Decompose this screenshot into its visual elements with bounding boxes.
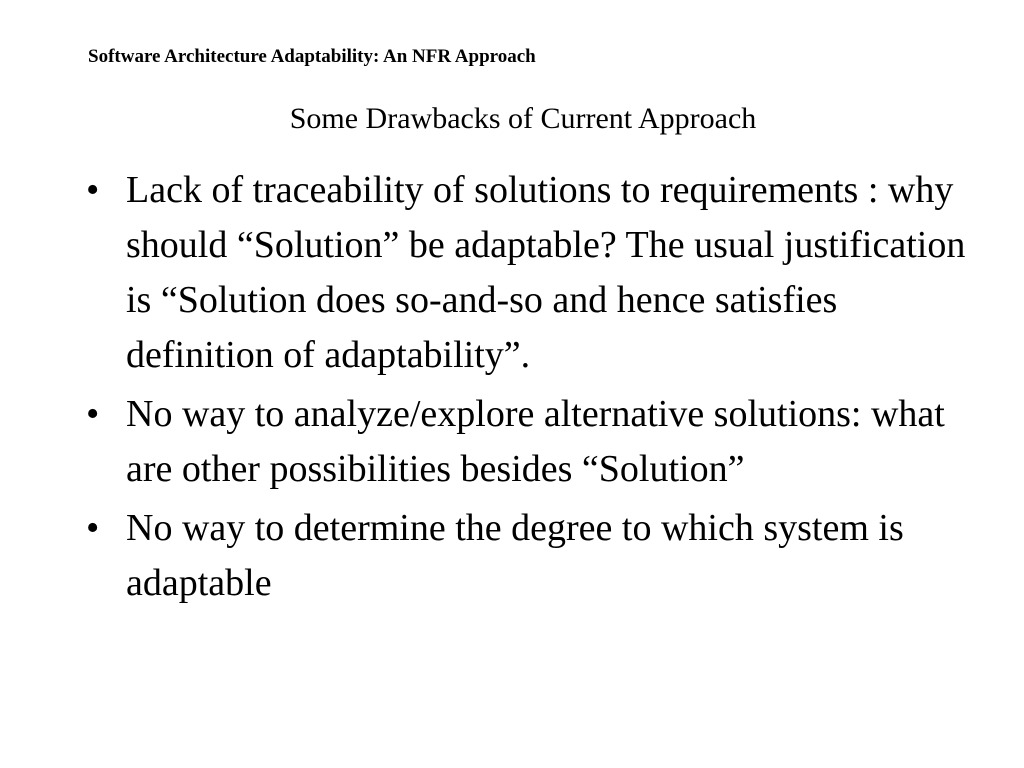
bullet-item (86, 501, 986, 611)
bullet-text: No way to analyze/explore alternative solutions: what are other possibilities besides “Solution” (126, 393, 945, 490)
bullet-text: No way to determine the degree to which system is adaptable (126, 507, 904, 604)
bullet-item (86, 387, 986, 497)
bullet-item (86, 163, 986, 383)
presentation-header: Software Architecture Adaptability: An NFR Approach (88, 46, 536, 67)
bullet-dot-icon: • (86, 393, 100, 435)
bullet-dot-icon: • (86, 507, 100, 549)
slide-title: Some Drawbacks of Current Approach (289, 102, 757, 135)
bullet-dot-icon: • (86, 169, 100, 211)
bullet-text: Lack of traceability of solutions to requirements : why should “Solution” be adaptable? The usual justification is “Solution does so-and-so and hence satisfies definition of adaptability”. (126, 169, 966, 376)
bullet-list (86, 163, 986, 615)
